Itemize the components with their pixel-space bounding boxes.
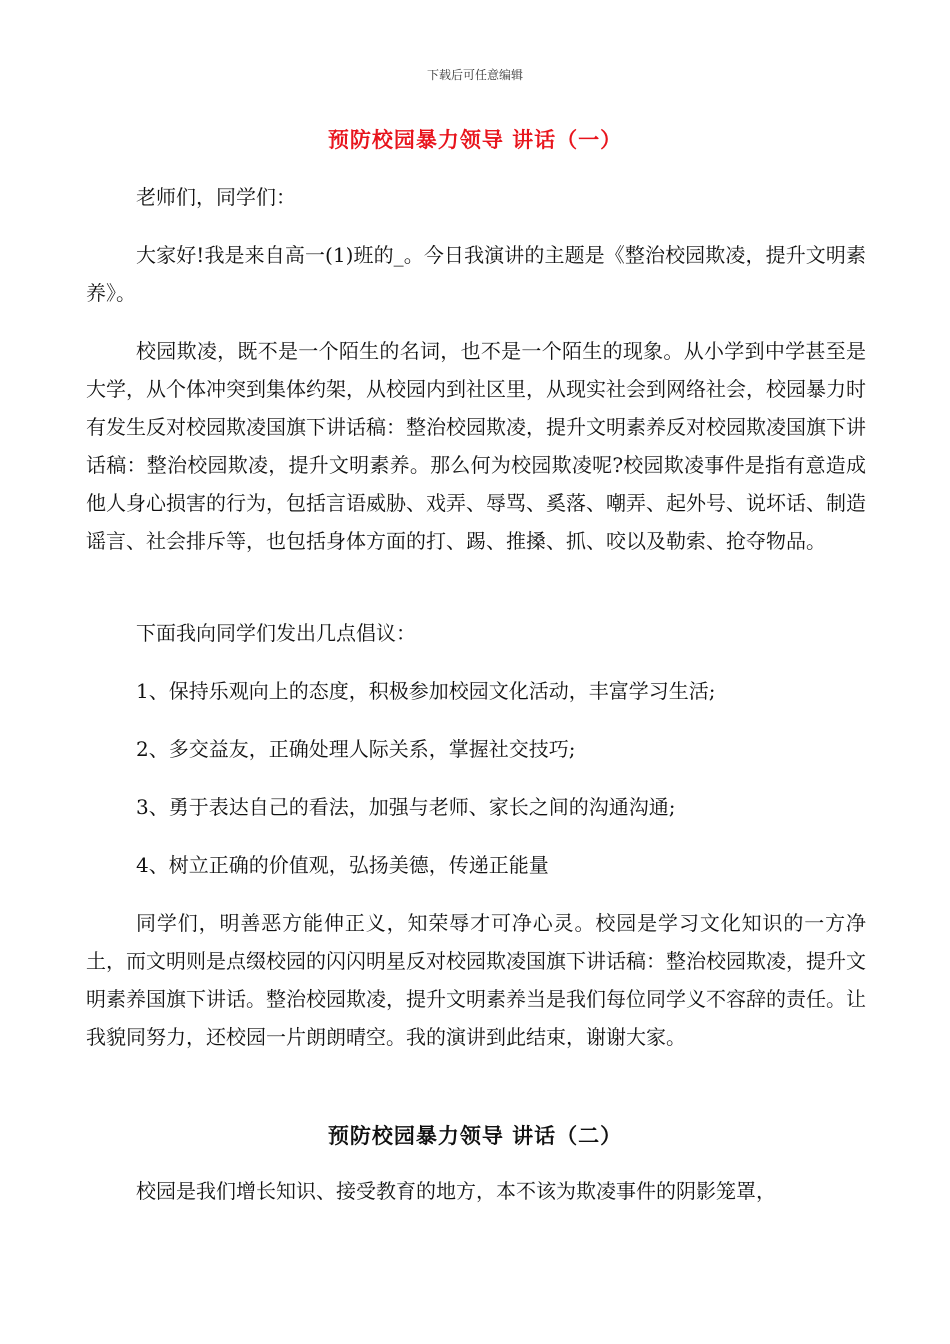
proposal-item-1: 1、保持乐观向上的态度，积极参加校园文化活动，丰富学习生活;: [136, 679, 716, 703]
proposal-item-4: 4、树立正确的价值观，弘扬美德，传递正能量: [136, 853, 549, 877]
greeting-paragraph: 老师们，同学们：: [136, 185, 296, 209]
proposal-item-3: 3、勇于表达自己的看法，加强与老师、家长之间的沟通沟通;: [136, 795, 676, 819]
header-note: 下载后可任意编辑: [426, 68, 523, 82]
speech1-title: 预防校园暴力领导 讲话（一）: [327, 127, 623, 152]
intro-paragraph: 大家好!我是来自高一(1)班的_。今日我演讲的主题是《整治校园欺凌，提升文明素养》。: [86, 243, 866, 305]
speech2-title: 预防校园暴力领导 讲话（二）: [327, 1123, 623, 1148]
body-paragraph: 校园欺凌，既不是一个陌生的名词，也不是一个陌生的现象。从小学到中学甚至是大学，从个体冲突到集体约架，从校园内到社区里，从现实社会到网络社会，校园暴力时有发生反对校园欺凌国旗下讲话稿：整治校园欺凌，提升文明素养反对校园欺凌国旗下讲话稿：整治校园欺凌，提升文明素养。那么何为校园欺凌呢?校园欺凌事件是指有意造成他人身心损害的行为，包括言语威胁、戏弄、辱骂、奚落、嘲弄、起外号、说坏话、制造谣言、社会排斥等，也包括身体方面的打、踢、推搡、抓、咬以及勒索、抢夺物品。: [86, 339, 866, 553]
proposal-item-2: 2、多交益友，正确处理人际关系，掌握社交技巧;: [136, 737, 576, 761]
closing-paragraph: 同学们，明善恶方能伸正义，知荣辱才可净心灵。校园是学习文化知识的一方净土，而文明则是点缀校园的闪闪明星反对校园欺凌国旗下讲话稿：整治校园欺凌，提升文明素养国旗下讲话。整治校园欺凌，提升文明素养当是我们每位同学义不容辞的责任。让我貌同努力，还校园一片朗朗晴空。我的演讲到此结束，谢谢大家。: [86, 911, 866, 1049]
proposal-intro-paragraph: 下面我向同学们发出几点倡议：: [136, 621, 416, 645]
speech2-opening-paragraph: 校园是我们增长知识、接受教育的地方，本不该为欺凌事件的阴影笼罩，: [136, 1179, 776, 1203]
